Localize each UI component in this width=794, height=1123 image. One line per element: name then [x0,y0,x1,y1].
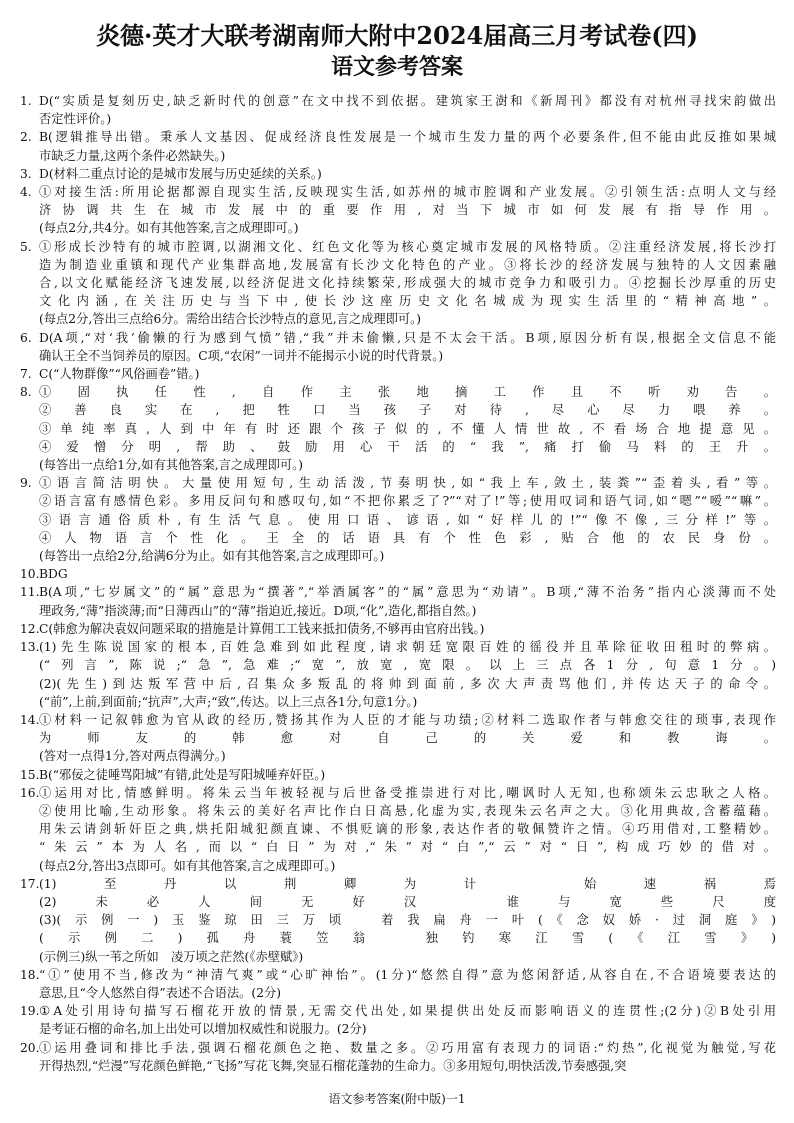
answer-line: BDG [39,567,68,582]
answer-item [20,383,776,474]
answer-line: B(A项,“七岁属文”的“属”意思为“撰著”,“举酒属客”的“属”意思为“劝请”。B项,“薄不治务”指内心淡薄而不处 [39,585,776,600]
answer-list [20,92,776,1075]
answer-line: ①形成长沙特有的城市腔调,以湖湘文化、红色文化等为核心奠定城市发展的风格特质。②注重经济发展,将长沙打 [39,239,776,254]
answer-line: 济协调共生在城市发展中的重要作用,对当下城市如何发展有指导作用。 [39,203,776,218]
answer-line: (2)未必人间无好汉 谁与宽些尺度 [39,894,776,909]
answer-line: (每答出一点给1分,如有其他答案,言之成理即可。) [39,458,304,473]
answer-line: ④人物语言个性化。王全的话语具有个性色彩,贴合他的农民身份。 [39,530,776,545]
answer-line: 确认王全不当饲养员的原因。C项,“农闲”一词并不能揭示小说的时代背景。) [39,348,444,363]
answer-line: “①”使用不当,修改为“神清气爽”或“心旷神怡”。(1分)“悠然自得”意为悠闲舒适,从容自在,不合语境要表达的 [39,967,776,982]
answer-line: (1)至丹以荆卿为计 始速祸焉 [39,876,776,891]
answer-line: (答对一点得1分,答对两点得满分。) [39,749,226,764]
answer-line: (每答出一点给2分,给满6分为止。如有其他答案,言之成理即可。) [39,549,385,564]
answer-line: ①运用对比,情感鲜明。将朱云当年被轻视与后世备受推崇进行对比,嘲讽时人无知,也称颂朱云忠耿之人格。 [39,785,776,800]
answer-line: C(韩愈为解决袁奴问题采取的措施是计算佣工工钱来抵扣债务,不够再由官府出钱。) [39,621,485,636]
answer-item [20,128,776,164]
answer-number: 4. [20,185,32,200]
answer-line: 否定性评价。) [39,112,112,127]
answer-number: 14. [20,712,40,727]
answer-line: (1)先生陈说国家的根本,百姓急难到如此程度,请求朝廷宽限百姓的徭役并且革除征收田租时的弊病。 [39,640,776,655]
answer-line: (每点2分,共4分。如有其他答案,言之成理即可。) [39,221,299,236]
answer-line: 意思,且“令人悠然自得”表述不合语法。(2分) [39,985,282,1000]
answer-line: D(材料二重点讨论的是城市发展与历史延续的关系。) [39,166,322,181]
answer-line: ①对接生活:所用论据都源自现实生活,反映现实生活,如苏州的城市腔调和产业发展。②引领生活:点明人文与经 [39,185,776,200]
answer-line: 为师友的韩愈对自己的关爱和教诲。 [39,731,776,746]
answer-number: 15. [20,767,40,782]
answer-number: 8. [20,385,32,400]
answer-line: D(A项,“对‘我’偷懒的行为感到气愤”错,“我”并未偷懒,只是不太会干活。B项,原因分析有误,根据全文信息不能 [39,330,776,345]
answer-line: 开得热烈,“烂漫”写花颜色鲜艳,“飞扬”写花飞舞,突显石榴花蓬勃的生命力。③多用短句,明快活泼,节奏感强,突 [39,1058,627,1073]
answer-line: 理政务,“薄”指淡薄;而“日薄西山”的“薄”指迫近,接近。D项,“化”,造化,都指自然。) [39,603,477,618]
answer-line: ②语言富有感情色彩。多用反问句和感叹句,如“不把你累乏了?”“对了!”等;使用叹词和语气词,如“嗯”“嗳”“嘛”。 [39,494,776,509]
answer-line: ②使用比喻,生动形象。将朱云的美好名声比作白日高悬,化虚为实,表现朱云名声之大。③化用典故,含蓄蕴藉。 [39,803,776,818]
answer-item [20,1002,776,1038]
answer-item [20,711,776,766]
answer-line: 是考证石榴的命名,加上出处可以增加权威性和说服力。(2分) [39,1022,367,1037]
answer-line: D(“实质是复刻历史,缺乏新时代的创意”在文中找不到依据。建筑家王澍和《新周刊》都没有对杭州寻找宋韵做出 [39,94,776,108]
answer-line: (示例二)孤舟蓑笠翁 独钓寒江雪(《江雪》) [39,931,776,946]
answer-item [20,565,776,583]
answer-number: 9. [20,476,32,491]
answer-line: “朱云”本为人名,而以“白日”为对,“朱”对“白”,“云”对“日”,构成巧妙的借对。 [39,840,776,855]
answer-number: 12. [20,621,40,636]
answer-item [20,183,776,238]
answer-item [20,966,776,1002]
answer-line: 市缺乏力量,这两个条件必然缺失。) [39,148,226,163]
answer-line: 造为制造业重镇和现代产业集群高地,发展富有长沙文化特色的产业。③将长沙的经济发展与独特的人文因素融 [39,257,776,272]
answer-line: ③语言通俗质朴,有生活气息。使用口语、谚语,如“好样儿的!”“像不像,三分样!”等。 [39,512,776,527]
answer-line: ①材料一记叙韩愈为官从政的经历,赞扬其作为人臣的才能与功绩;②材料二选取作者与韩愈交往的琐事,表现作 [39,712,776,727]
answer-line: ①运用叠词和排比手法,强调石榴花颜色之艳、数量之多。②巧用富有表现力的词语:“灼热”,化视觉为触觉,写花 [39,1040,776,1055]
answer-number: 7. [20,367,32,382]
answer-item [20,92,776,128]
answer-line: ①固执任性,自作主张地摘工作且不听劝告。 [39,385,776,400]
answer-number: 1. [20,94,32,108]
answer-number: 5. [20,239,32,254]
answer-line: ④爱憎分明,帮助、鼓励用心干活的“我”,痛打偷马料的王升。 [39,439,776,454]
answer-number: 6. [20,330,32,345]
answer-line: ③单纯率真,人到中年有时还跟个孩子似的,不懂人情世故,不看场合地提意见。 [39,421,776,436]
answer-number: 19. [20,1004,40,1019]
answer-line: (“列言”,陈说;“急”,急难;“宽”,放宽,宽限。以上三点各1分,句意1分。) [39,658,776,673]
answer-number: 13. [20,640,40,655]
answer-item [20,638,776,711]
answer-item [20,766,776,784]
answer-line: (示例三)纵一苇之所如 凌万顷之茫然(《赤壁赋》) [39,949,304,964]
answer-item [20,784,776,875]
answer-number: 17. [20,876,40,891]
answer-line: 用朱云请剑斩奸臣之典,烘托阳城犯颜直谏、不惧贬谪的形象,表达作者的敬佩赞许之情。④巧用借对,工整精妙。 [39,822,776,837]
answer-number: 18. [20,967,40,982]
answer-item [20,238,776,329]
answer-line: C(“人物群像”“风俗画卷”错。) [39,367,200,382]
answer-item [20,620,776,638]
answer-line: (每点2分,答出三点给6分。需给出结合长沙特点的意见,言之成理即可。) [39,312,422,327]
answer-number: 11. [20,585,40,600]
answer-line: (“前”,上前,到面前;“抗声”,大声;“致”,传达。以上三点各1分,句意1分。) [39,694,418,709]
answer-line: 文化内涵,在关注历史与当下中,使长沙这座历史文化名城成为现实生活里的“精神高地”。 [39,294,776,309]
answer-item [20,875,776,966]
page-subtitle: 语文参考答案 [330,54,463,80]
page-footer: 语文参考答案(附中版)一1 [328,1092,466,1106]
page-title: 炎德·英才大联考湖南师大附中2024届高三月考试卷(四) [96,21,698,50]
answer-item [20,474,776,565]
answer-line: ②善良实在,把牲口当孩子对待,尽心尽力喂养。 [39,403,776,418]
answer-line: ①语言简洁明快。大量使用短句,生动活泼,节奏明快,如“我上车,敛土,装粪”“歪着头,看”等。 [39,476,776,491]
answer-line: B(逻辑推导出错。秉承人文基因、促成经济良性发展是一个城市生发力量的两个必要条件,但不能由此反推如果城 [39,130,776,145]
answer-line: ①A处引用诗句描写石榴花开放的情景,无需交代出处,如果提供出处反而影响语义的连贯性;(2分)②B处引用 [39,1004,776,1019]
answer-item [20,365,776,383]
answer-item [20,165,776,183]
answer-number: 10. [20,567,40,582]
answer-line: (2)(先生)到达叛军营中后,召集众多叛乱的将帅到面前,多次大声责骂他们,并传达天子的命令。 [39,676,776,691]
answer-item [20,329,776,365]
answer-line: 合,以文化赋能经济飞速发展,以经济促进文化持续繁荣,形成强大的城市竞争力和吸引力。④挖掘长沙厚重的历史 [39,276,776,291]
answer-number: 20. [20,1040,40,1055]
answer-number: 3. [20,166,32,181]
answer-line: (每点2分,答出3点即可。如有其他答案,言之成理即可。) [39,858,336,873]
answer-line: (3)(示例一)玉鉴琼田三万顷 着我扁舟一叶(《念奴娇·过洞庭》) [39,913,776,928]
answer-line: B(“邪佞之徒唾骂阳城”有错,此处是写阳城唾弃奸臣。) [39,767,326,782]
answer-number: 16. [20,785,40,800]
answer-item [20,583,776,619]
answer-number: 2. [20,130,32,145]
answer-item [20,1039,776,1075]
